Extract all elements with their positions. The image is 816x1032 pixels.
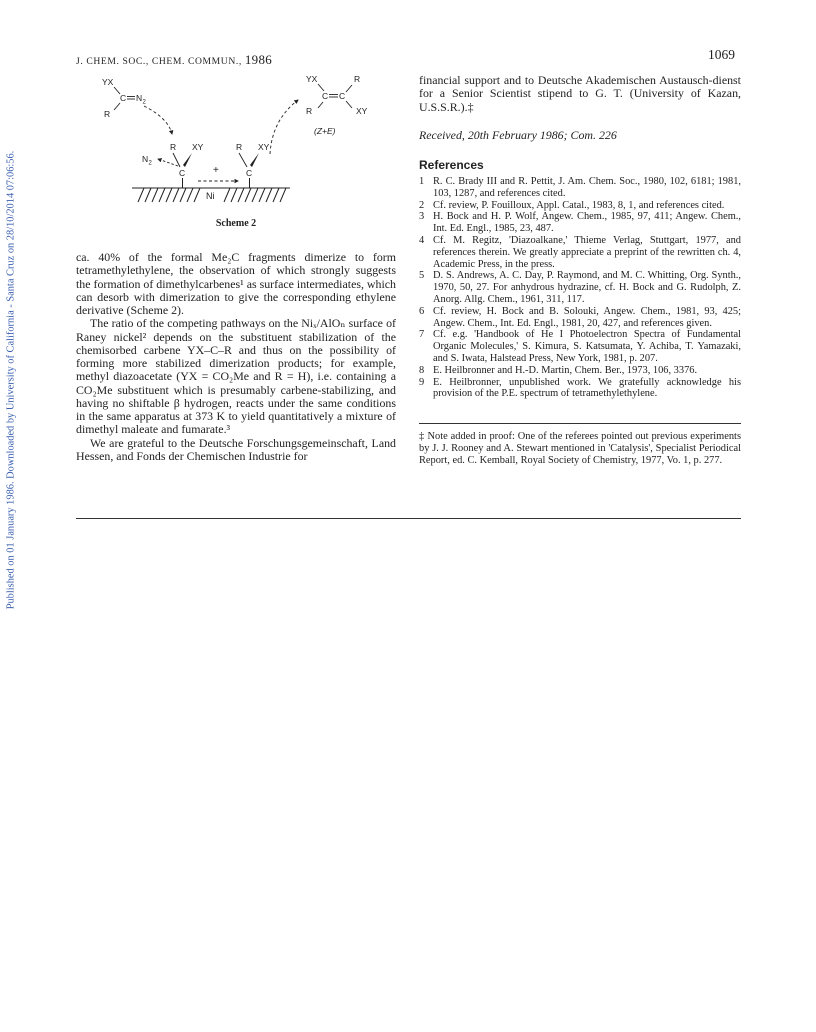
reference-text: E. Heilbronner and H.-D. Martin, Chem. Ber., 1973, 106, 3376. <box>433 364 698 376</box>
reference-number: 8 <box>419 364 425 376</box>
left-column <box>76 251 396 463</box>
right-column-continuation <box>419 74 741 114</box>
scheme-caption: Scheme 2 <box>215 218 257 229</box>
label-c-alkene-left: C <box>322 91 329 101</box>
reference-number: 3 <box>419 211 425 223</box>
page-number: 1069 <box>708 47 735 62</box>
journal-year: 1986 <box>244 52 273 67</box>
label-sub2-diazo: 2 <box>142 99 146 106</box>
label-xy-carbene1: XY <box>192 142 204 152</box>
label-xy-alkene: XY <box>356 106 368 116</box>
bond-line <box>346 85 352 92</box>
label-yx-diazo: YX <box>102 77 114 87</box>
reference-item <box>419 365 741 377</box>
label-r-alkene-left: R <box>306 106 313 116</box>
footnote-divider <box>419 423 741 424</box>
footnote: ‡ Note added in proof: One of the referees pointed out previous experiments by J. J. Rooney and A. Stewart mentioned in 'Catalysis', Specialist Periodical Report, ed. C. Kemball, Royal Society of Chemistry, 1977, Vo. 1, p. 277. <box>419 431 741 466</box>
wedge-bond <box>250 153 259 167</box>
reference-number: 5 <box>419 270 425 282</box>
page-end-rule <box>76 518 741 519</box>
label-yx-alkene: YX <box>306 74 318 84</box>
label-isomers: (Z+E) <box>314 126 336 136</box>
reference-text: D. S. Andrews, A. C. Day, P. Raymond, and M. C. Whitting, Org. Synth., 1970, 50, 27. For anhydrous hydrazine, cf. H. Bock and G. Rudolph, Z. Anorg. Allg. Chem., 1961, 311, 117. <box>433 270 741 305</box>
received-date: Received, 20th February 1986; Com. 226 <box>419 128 617 142</box>
reference-item <box>419 329 741 364</box>
label-xy-carbene2: XY <box>258 142 270 152</box>
reference-list <box>419 176 741 400</box>
body-paragraph: The ratio of the competing pathways on the Niₓ/AlOₙ surface of Raney nickel² depends on the substituent stabilization of the chemisorbed carbene YX–C–R and thus on the possibility of forming more stabilized dimerization products; for example, methyl diazoacetate (YX = CO₂Me and R = H), i.e. containing a CO₂Me substituent which is presumably carbene-stabilizing, and having no shiftable β hydrogen, reacts under the same conditions in the same apparatus at 373 K to yield quantitatively a mixture of dimethyl maleate and fumarate.³ <box>76 316 396 437</box>
running-header <box>76 52 272 68</box>
reference-text: Cf. review, P. Fouilloux, Appl. Catal., 1983, 8, 1, and references cited. <box>433 199 725 211</box>
label-c-carbene1: C <box>179 168 186 178</box>
wedge-bond <box>183 153 192 167</box>
reference-number: 1 <box>419 176 425 187</box>
label-n-leaving: N <box>142 154 149 164</box>
label-r-diazo: R <box>104 109 111 119</box>
acknowledgement-continuation: financial support and to Deutsche Akademischen Austausch-dienst for a Senior Scientist stipend to G. T. (University of Kazan, U.S.S.R.).‡ <box>419 73 741 114</box>
label-r-carbene1: R <box>170 142 177 152</box>
label-plus: + <box>213 165 219 176</box>
bond-line <box>114 103 120 110</box>
label-c-diazo: C <box>120 93 127 103</box>
reference-number: 2 <box>419 199 425 211</box>
n2-loss-arrow <box>158 159 178 166</box>
bond-line <box>239 153 247 167</box>
label-n-diazo: N <box>136 93 143 103</box>
label-r-carbene2: R <box>236 142 243 152</box>
acknowledgement-paragraph: We are grateful to the Deutsche Forschungsgemeinschaft, Land Hessen, and Fonds der Chemischen Industrie for <box>76 435 396 463</box>
reference-number: 9 <box>419 376 425 388</box>
label-c-alkene-right: C <box>339 91 346 101</box>
label-ni: Ni <box>206 191 215 201</box>
reference-item <box>419 377 741 401</box>
journal-name: J. CHEM. SOC., CHEM. COMMUN., <box>76 56 242 67</box>
reference-text: H. Bock and H. P. Wolf, Angew. Chem., 1985, 97, 411; Angew. Chem., Int. Ed. Engl., 1985, 23, 487. <box>433 211 741 235</box>
bond-line <box>346 101 352 108</box>
reference-text: R. C. Brady III and R. Pettit, J. Am. Chem. Soc., 1980, 102, 6181; 1981, 103, 1287, and references cited. <box>433 176 741 199</box>
label-sub2-leaving: 2 <box>148 160 152 167</box>
bond-line <box>318 102 323 108</box>
body-paragraph: ca. 40% of the formal Me₂C fragments dimerize to form tetramethylethylene, the observation of which strongly suggests the formation of dimethylcarbenes¹ as surface intermediates, which can desorb with dimerization to give the corresponding ethylene derivative (Scheme 2). <box>76 250 396 317</box>
watermark-text: Published on 01 January 1986. Downloaded by University of California - Santa Cruz on 28/10/2014 07:06:56. <box>5 150 17 610</box>
desorption-arrow <box>270 100 298 154</box>
reference-number: 7 <box>419 329 425 341</box>
bond-line <box>173 153 180 167</box>
reference-text: Cf. review, H. Bock and B. Solouki, Angew. Chem., 1981, 93, 425; Angew. Chem., Int. Ed. Engl., 1981, 20, 427, and references given. <box>433 305 741 329</box>
label-r-alkene-right: R <box>354 74 361 84</box>
reference-item <box>419 306 741 330</box>
reaction-scheme <box>76 70 396 240</box>
label-c-carbene2: C <box>246 168 253 178</box>
reference-number: 6 <box>419 305 425 317</box>
reference-text: E. Heilbronner, unpublished work. We gratefully acknowledge his provision of the P.E. spectrum of tetramethylethylene. <box>433 376 741 400</box>
reference-item <box>419 176 741 200</box>
reference-number: 4 <box>419 234 425 246</box>
adsorption-arrow <box>144 106 172 134</box>
reference-text: Cf. M. Regitz, 'Diazoalkane,' Thieme Verlag, Stuttgart, 1977, and references therein. We greatly appreciate a preprint of the rewritten ch. 4, Academic Press, in the press. <box>433 234 741 270</box>
download-watermark <box>0 100 22 660</box>
reference-text: Cf. e.g. 'Handbook of He I Photoelectron Spectra of Fundamental Organic Molecules,' S. Kimura, S. Katsumata, Y. Achiba, T. Yamazaki, and S. Iwata, Halstead Press, New York, 1981, p. 207. <box>433 329 741 364</box>
references-heading: References <box>419 158 484 172</box>
scheme-diagram <box>76 70 396 240</box>
reference-item <box>419 211 741 235</box>
bond-line <box>318 84 324 91</box>
reference-item <box>419 200 741 212</box>
reference-item <box>419 270 741 305</box>
reference-item <box>419 235 741 270</box>
